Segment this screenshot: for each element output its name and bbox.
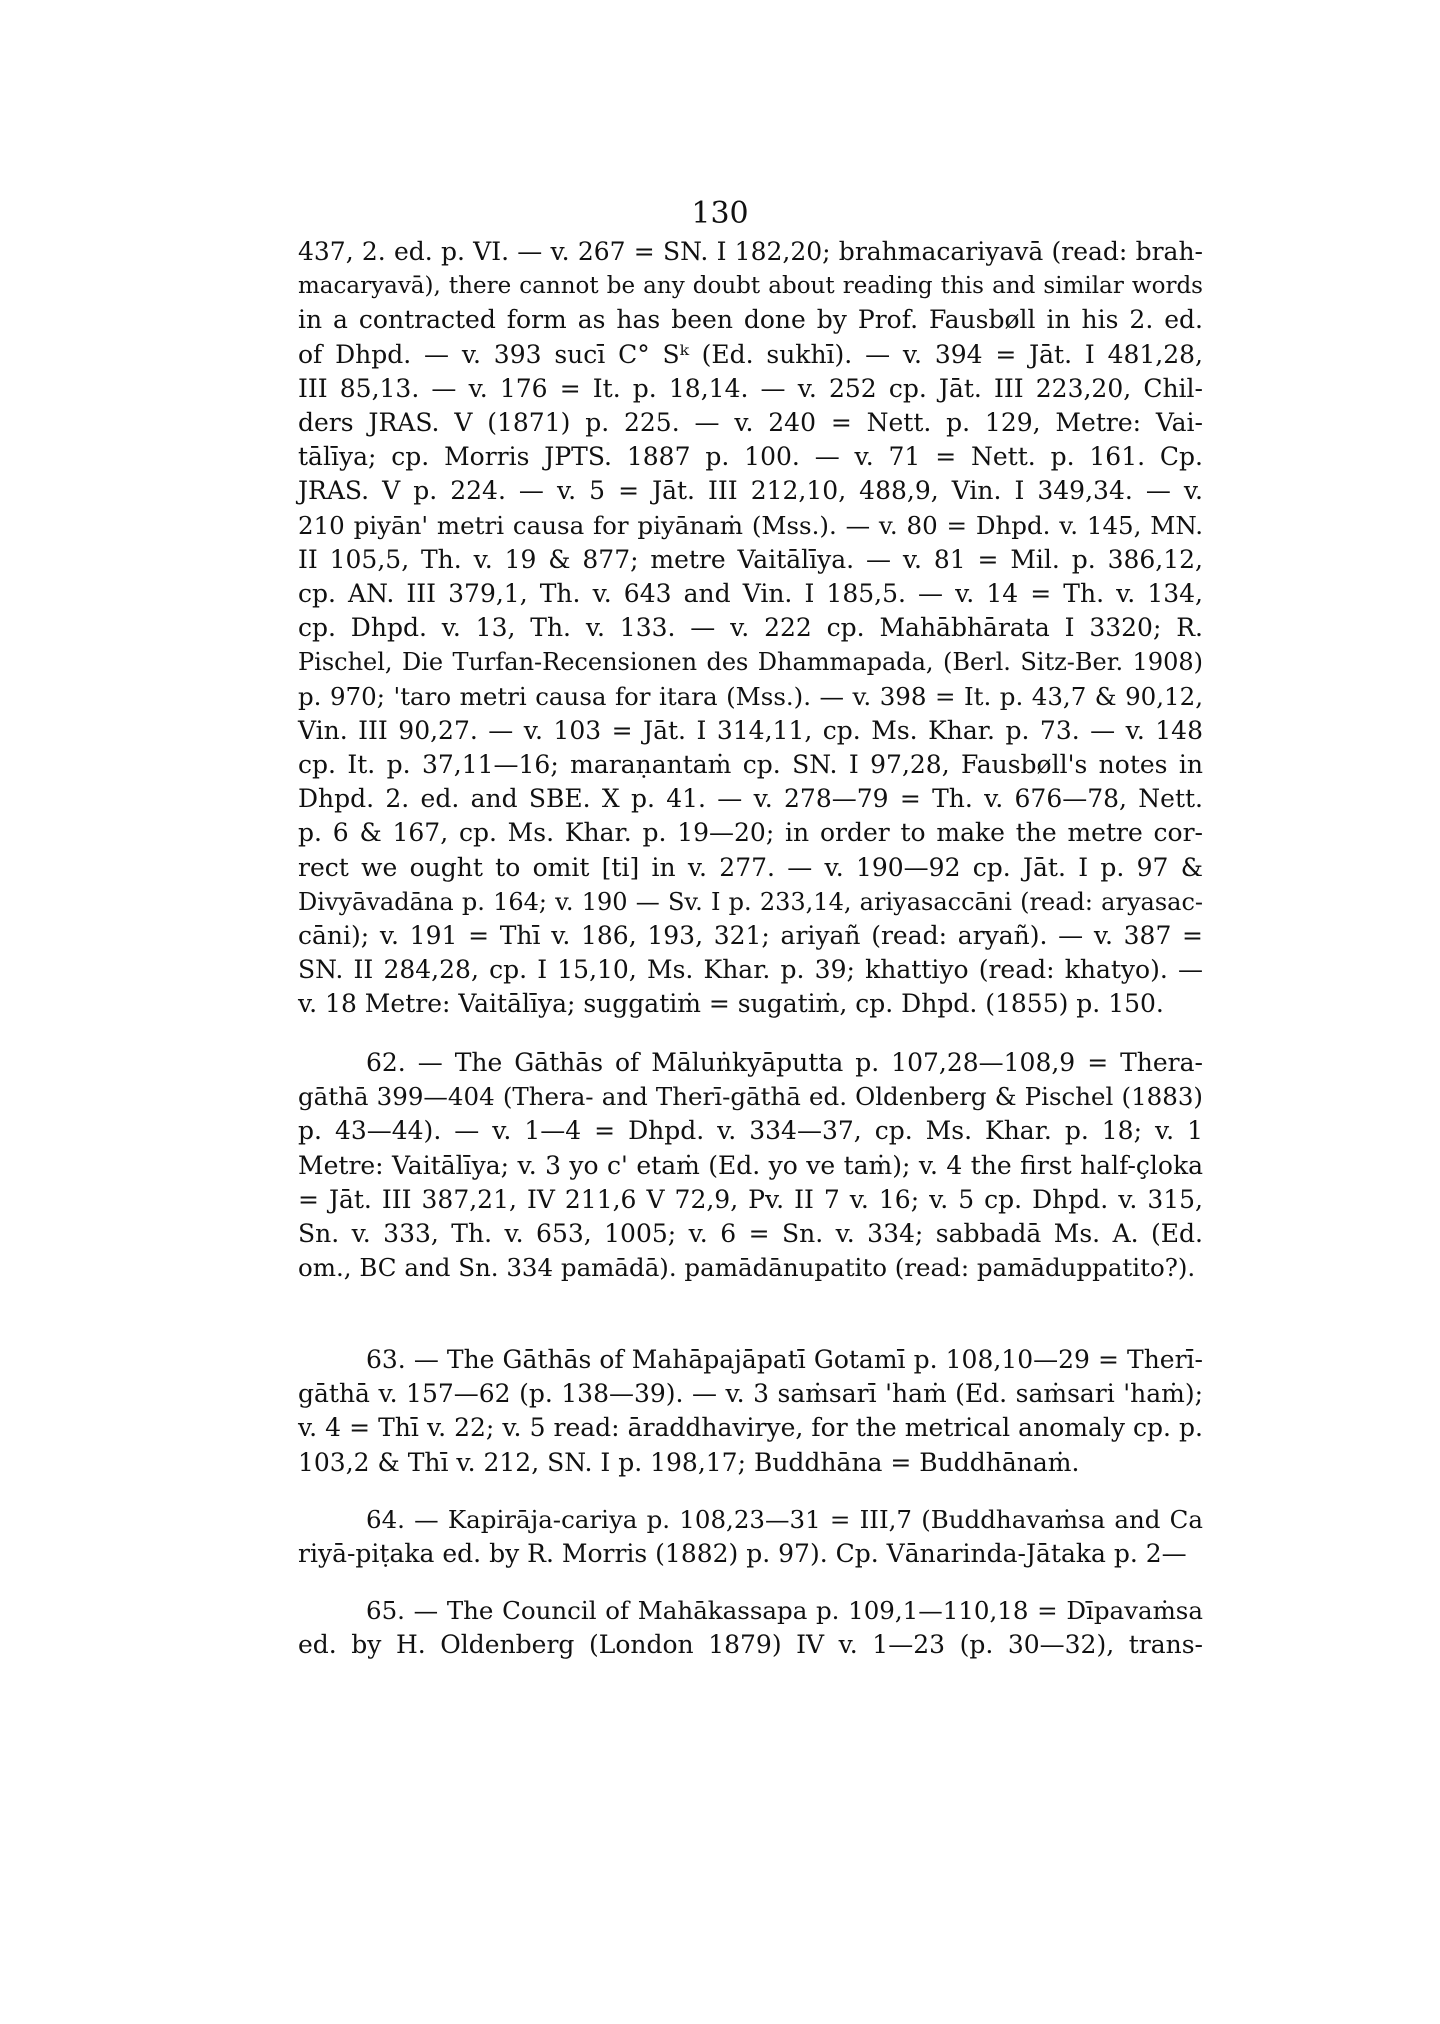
text-line: cp. It. p. 37,11—16; maraṇantaṁ cp. SN. I 97,28, Fausbøll's notes in (298, 750, 1203, 780)
text-line: JRAS. V p. 224. — v. 5 = Jāt. III 212,10, 488,9, Vin. I 349,34. — v. (298, 476, 1203, 506)
text-line: Metre: Vaitālīya; v. 3 yo c' etaṁ (Ed. yo ve taṁ); v. 4 the first half-çloka (298, 1150, 1203, 1180)
text-line: gāthā v. 157—62 (p. 138—39). — v. 3 saṁsarī 'haṁ (Ed. saṁsari 'haṁ); (298, 1379, 1203, 1409)
text-line: ders JRAS. V (1871) p. 225. — v. 240 = Nett. p. 129, Metre: Vai- (298, 408, 1203, 438)
section-62-paragraph (298, 1046, 1203, 1285)
text-line: III 85,13. — v. 176 = It. p. 18,14. — v. 252 cp. Jāt. III 223,20, Chil- (298, 373, 1203, 403)
text-line: cp. Dhpd. v. 13, Th. v. 133. — v. 222 cp. Mahābhārata I 3320; R. (298, 613, 1203, 643)
section-64-paragraph (298, 1503, 1203, 1571)
section-heading-line: 63. — The Gāthās of Mahāpajāpatī Gotamī p. 108,10—29 = Therī- (366, 1345, 1203, 1374)
text-line: om., BC and Sn. 334 pamādā). pamādānupatito (read: pamāduppatito?). (298, 1253, 1196, 1283)
text-line: Divyāvadāna p. 164; v. 190 — Sv. I p. 233,14, ariyasaccāni (read: aryasac- (298, 887, 1203, 916)
text-line: cāni); v. 191 = Thī v. 186, 193, 321; ariyañ (read: aryañ). — v. 387 = (298, 921, 1203, 951)
text-line: p. 6 & 167, cp. Ms. Khar. p. 19—20; in order to make the metre cor- (298, 818, 1203, 848)
text-line: rect we ought to omit [ti] in v. 277. — v. 190—92 cp. Jāt. I p. 97 & (298, 852, 1203, 882)
text-line: v. 18 Metre: Vaitālīya; suggatiṁ = sugatiṁ, cp. Dhpd. (1855) p. 150. (298, 989, 1164, 1019)
section-63-paragraph (298, 1343, 1203, 1480)
text-line: Pischel, Die Turfan-Recensionen des Dhammapada, (Berl. Sitz-Ber. 1908) (298, 648, 1203, 677)
text-line: tālīya; cp. Morris JPTS. 1887 p. 100. — v. 71 = Nett. p. 161. Cp. (298, 442, 1203, 472)
text-line: gāthā 399—404 (Thera- and Therī-gāthā ed. Oldenberg & Pischel (1883) (298, 1082, 1203, 1112)
text-line: of Dhpd. — v. 393 sucī C° Sᵏ (Ed. sukhī). — v. 394 = Jāt. I 481,28, (298, 339, 1203, 369)
text-line: riyā-piṭaka ed. by R. Morris (1882) p. 97). Cp. Vānarinda-Jātaka p. 2— (298, 1539, 1187, 1569)
continued-note-paragraph (298, 235, 1203, 1022)
text-line: 437, 2. ed. p. VI. — v. 267 = SN. I 182,20; brahmacariyavā (read: brah- (298, 237, 1203, 266)
text-line: Sn. v. 333, Th. v. 653, 1005; v. 6 = Sn. v. 334; sabbadā Ms. A. (Ed. (298, 1219, 1203, 1249)
text-line: macaryavā), there cannot be any doubt about reading this and similar words (298, 273, 1203, 300)
text-line: II 105,5, Th. v. 19 & 877; metre Vaitālīya. — v. 81 = Mil. p. 386,12, (298, 544, 1203, 574)
text-line: p. 43—44). — v. 1—4 = Dhpd. v. 334—37, cp. Ms. Khar. p. 18; v. 1 (298, 1116, 1203, 1146)
section-65-paragraph (298, 1594, 1203, 1662)
page-number: 130 (691, 196, 749, 231)
text-line: p. 970; 'taro metri causa for itara (Mss.). — v. 398 = It. p. 43,7 & 90,12, (298, 681, 1203, 711)
text-line: v. 4 = Thī v. 22; v. 5 read: āraddhavirye, for the metrical anomaly cp. p. (298, 1413, 1203, 1443)
text-line: = Jāt. III 387,21, IV 211,6 V 72,9, Pv. II 7 v. 16; v. 5 cp. Dhpd. v. 315, (298, 1184, 1203, 1214)
text-line: cp. AN. III 379,1, Th. v. 643 and Vin. I 185,5. — v. 14 = Th. v. 134, (298, 579, 1203, 609)
section-heading-line: 62. — The Gāthās of Māluṅkyāputta p. 107,28—108,9 = Thera- (366, 1048, 1203, 1077)
section-heading-line: 65. — The Council of Mahākassapa p. 109,1—110,18 = Dīpavaṁsa (366, 1596, 1203, 1625)
text-line: 210 piyān' metri causa for piyānaṁ (Mss.). — v. 80 = Dhpd. v. 145, MN. (298, 510, 1203, 540)
text-line: SN. II 284,28, cp. I 15,10, Ms. Khar. p. 39; khattiyo (read: khatyo). — (298, 955, 1203, 985)
section-heading-line: 64. — Kapirāja-cariya p. 108,23—31 = III,7 (Buddhavaṁsa and Ca (366, 1505, 1203, 1534)
text-line: Dhpd. 2. ed. and SBE. X p. 41. — v. 278—79 = Th. v. 676—78, Nett. (298, 784, 1203, 814)
text-line: 103,2 & Thī v. 212, SN. I p. 198,17; Buddhāna = Buddhānaṁ. (298, 1447, 1080, 1477)
text-line: in a contracted form as has been done by Prof. Fausbøll in his 2. ed. (298, 305, 1203, 335)
text-line: ed. by H. Oldenberg (London 1879) IV v. 1—23 (p. 30—32), trans- (298, 1630, 1203, 1660)
text-line: Vin. III 90,27. — v. 103 = Jāt. I 314,11, cp. Ms. Khar. p. 73. — v. 148 (298, 715, 1203, 745)
